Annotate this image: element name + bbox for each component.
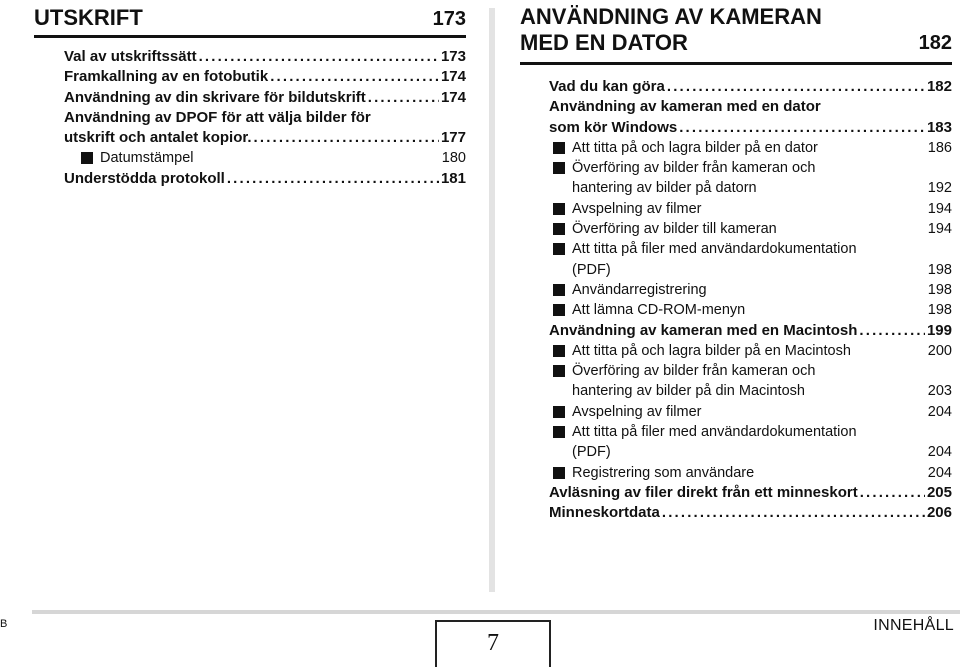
toc-sub-title-line1: Att titta på filer med användardokumentation (572, 241, 857, 258)
toc-sub-page: 186 (927, 139, 952, 156)
toc-entry-page: 181 (440, 169, 466, 187)
toc-entry[interactable] (34, 108, 466, 149)
toc-sub-title-line2: (PDF) (572, 444, 611, 461)
toc-list (34, 47, 466, 189)
toc-sub-title-line2: hantering av bilder på datorn (572, 180, 757, 197)
toc-entry-page: 199 (926, 321, 952, 339)
toc-entry[interactable] (520, 321, 952, 341)
leader-dots (368, 88, 439, 108)
square-bullet-icon (553, 426, 565, 438)
footer-divider (32, 610, 960, 614)
leader-dots (270, 67, 439, 87)
square-bullet-icon (553, 365, 565, 377)
toc-sub-title-line2: hantering av bilder på din Macintosh (572, 383, 805, 400)
toc-entry[interactable] (34, 169, 466, 189)
toc-sub-entry[interactable] (520, 280, 952, 300)
toc-sub-page: 194 (927, 221, 952, 238)
square-bullet-icon (553, 284, 565, 296)
toc-entry-page: 177 (440, 129, 466, 147)
toc-entry-title: Framkallning av en fotobutik (64, 68, 269, 86)
toc-entry-title-line1: Användning av kameran med en dator (549, 98, 821, 116)
leader-dots (859, 321, 925, 341)
leader-dots (199, 47, 439, 67)
section-title: UTSKRIFT (34, 5, 143, 30)
toc-entry[interactable] (520, 97, 952, 138)
square-bullet-icon (553, 243, 565, 255)
toc-entry-title: Vad du kan göra (549, 78, 665, 95)
toc-sub-title: Registrering som användare (572, 464, 755, 481)
toc-entry-page: 173 (440, 48, 466, 65)
square-bullet-icon (553, 345, 565, 357)
toc-sub-title-line2: (PDF) (572, 261, 611, 278)
toc-sub-entry[interactable] (520, 341, 952, 361)
toc-entry-title-line2: som kör Windows (549, 118, 678, 136)
toc-sub-page: 203 (927, 383, 952, 400)
toc-entry[interactable] (34, 47, 466, 67)
toc-sub-page: 200 (927, 342, 952, 359)
toc-sub-title: Datumstämpel (100, 150, 194, 167)
toc-sub-title-line1: Att titta på filer med användardokumentation (572, 424, 857, 441)
toc-entry[interactable] (34, 67, 466, 87)
square-bullet-icon (553, 203, 565, 215)
section-title-line2: MED EN DATOR (520, 30, 688, 55)
toc-sub-entry[interactable] (520, 300, 952, 320)
toc-entry-page: 205 (926, 483, 952, 501)
toc-entry-title: Användning av din skrivare för bildutskrift (64, 88, 366, 106)
toc-sub-page: 180 (441, 150, 466, 167)
square-bullet-icon (81, 152, 93, 164)
toc-sub-title: Avspelning av filmer (572, 403, 702, 420)
toc-sub-entry[interactable] (520, 463, 952, 483)
toc-entry-title: Avläsning av filer direkt från ett minneskort (549, 483, 858, 501)
square-bullet-icon (553, 304, 565, 316)
toc-sub-entry[interactable] (520, 361, 952, 402)
toc-entry-title-line1: Användning av DPOF för att välja bilder för (64, 108, 371, 126)
section-heading-utskrift[interactable] (34, 5, 466, 38)
toc-sub-entry[interactable] (520, 219, 952, 239)
corner-mark: B (0, 618, 8, 630)
toc-sub-title-line1: Överföring av bilder från kameran och (572, 363, 816, 380)
square-bullet-icon (553, 223, 565, 235)
toc-sub-title: Användarregistrering (572, 281, 707, 298)
section-title-line1: ANVÄNDNING AV KAMERAN (520, 4, 822, 29)
toc-entry-page: 206 (926, 504, 952, 522)
section-page: 173 (432, 8, 466, 30)
toc-entry-page: 183 (926, 118, 952, 136)
column-divider (489, 8, 495, 592)
toc-sub-page: 204 (927, 464, 952, 481)
toc-sub-entry[interactable] (520, 138, 952, 158)
toc-sub-page: 198 (927, 302, 952, 319)
section-title (520, 4, 822, 56)
leader-dots (254, 128, 439, 148)
toc-sub-page: 192 (927, 180, 952, 197)
toc-sub-title: Överföring av bilder till kameran (572, 221, 777, 238)
section-heading-dator[interactable] (520, 4, 952, 65)
toc-sub-page: 204 (927, 444, 952, 461)
toc-sub-page: 198 (927, 261, 952, 278)
toc-entry[interactable] (520, 483, 952, 503)
toc-entry[interactable] (34, 88, 466, 108)
toc-entry[interactable] (520, 77, 952, 97)
leader-dots (679, 118, 925, 138)
left-column (34, 0, 466, 189)
leader-dots (667, 77, 925, 97)
toc-entry-title: Minneskortdata (549, 504, 660, 522)
toc-sub-title: Att titta på och lagra bilder på en Macintosh (572, 342, 851, 359)
toc-sub-entry[interactable] (34, 148, 466, 168)
page-number: 7 (435, 620, 551, 667)
toc-sub-entry[interactable] (520, 402, 952, 422)
toc-sub-entry[interactable] (520, 422, 952, 463)
square-bullet-icon (553, 467, 565, 479)
toc-entry-page: 182 (926, 78, 952, 95)
contents-link[interactable]: INNEHÅLL (873, 617, 954, 634)
toc-list (520, 77, 952, 524)
square-bullet-icon (553, 162, 565, 174)
toc-sub-title: Avspelning av filmer (572, 200, 702, 217)
square-bullet-icon (553, 406, 565, 418)
toc-entry-page: 174 (440, 88, 466, 106)
toc-entry[interactable] (520, 503, 952, 523)
toc-entry-title: Understödda protokoll (64, 169, 225, 187)
toc-entry-title: Val av utskriftssätt (64, 48, 197, 65)
leader-dots (662, 503, 925, 523)
toc-entry-title: Användning av kameran med en Macintosh (549, 321, 858, 339)
toc-sub-entry[interactable] (520, 239, 952, 280)
square-bullet-icon (553, 142, 565, 154)
toc-sub-title: Att titta på och lagra bilder på en dator (572, 139, 818, 156)
leader-dots (860, 483, 925, 503)
right-column (520, 0, 952, 524)
toc-entry-page: 174 (440, 68, 466, 86)
toc-sub-entry[interactable] (520, 199, 952, 219)
toc-sub-page: 204 (927, 403, 952, 420)
toc-sub-title-line1: Överföring av bilder från kameran och (572, 160, 816, 177)
toc-sub-entry[interactable] (520, 158, 952, 199)
toc-sub-page: 198 (927, 281, 952, 298)
toc-sub-title: Att lämna CD-ROM-menyn (572, 302, 746, 319)
toc-entry-title-line2: utskrift och antalet kopior. (64, 129, 252, 147)
section-page: 182 (918, 32, 952, 54)
toc-sub-page: 194 (927, 200, 952, 217)
leader-dots (227, 169, 439, 189)
